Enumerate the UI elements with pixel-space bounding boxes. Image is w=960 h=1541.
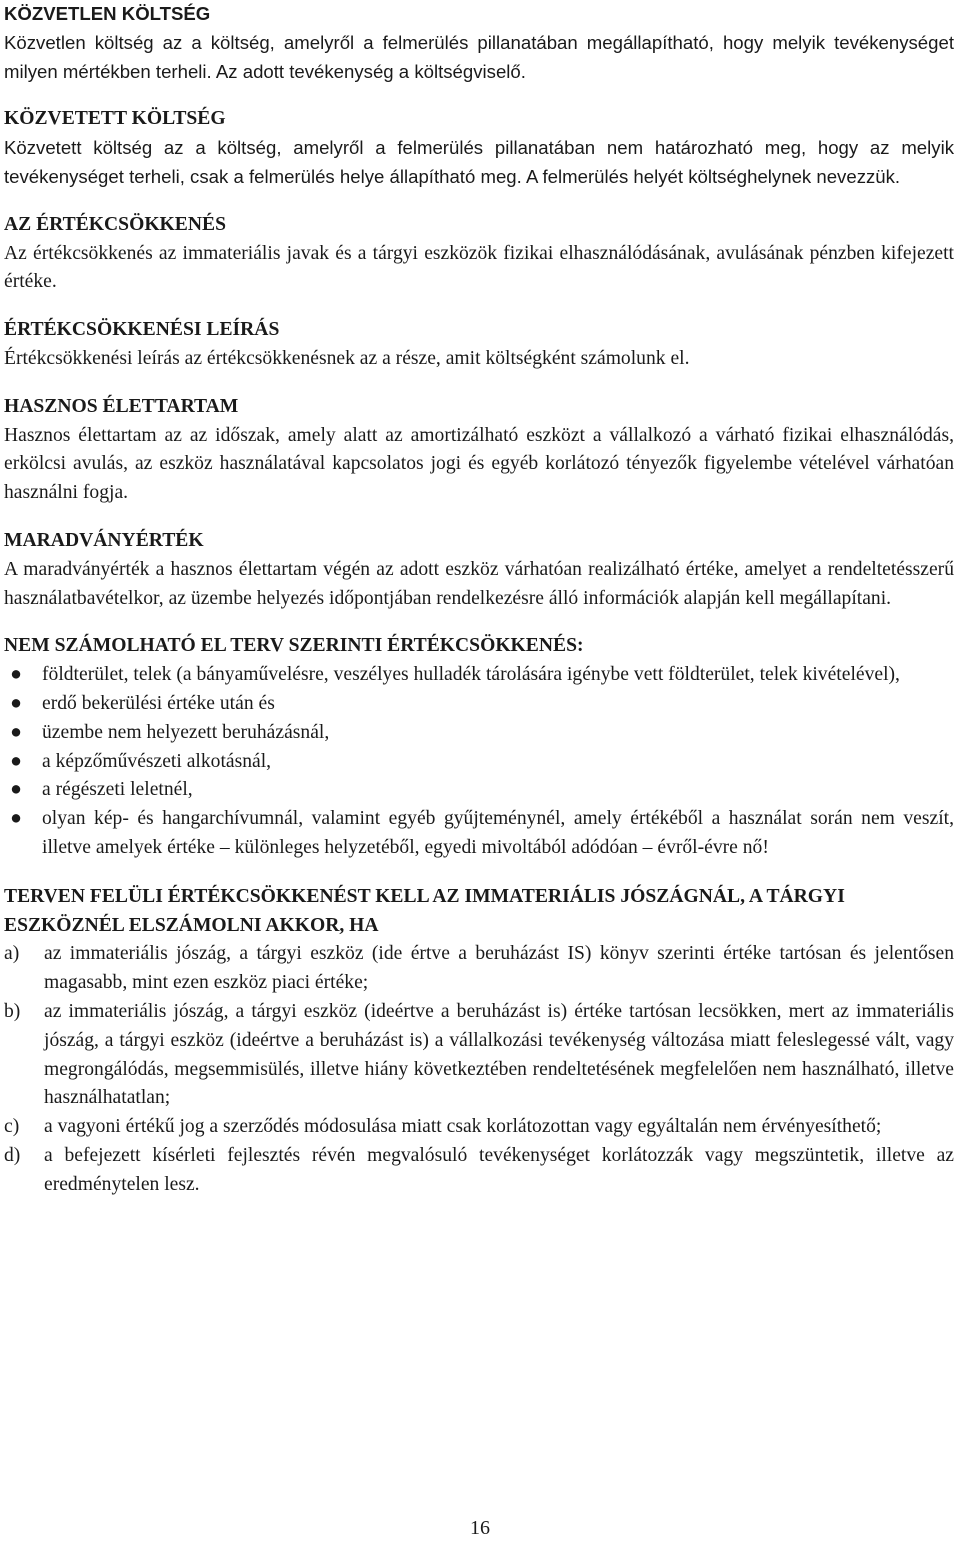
section-heading: TERVEN FELÜLI ÉRTÉKCSÖKKENÉST KELL AZ IMMATERIÁLIS JÓSZÁGNÁL, A TÁRGYI ESZKÖZNÉL ELSZÁMOLNI AKKOR, HA bbox=[4, 885, 845, 936]
bullet-icon: ● bbox=[10, 750, 22, 772]
section-paragraph: Közvetett költség az a költség, amelyről a felmerülés pillanatában nem határozható meg, hogy az melyik tevékenységet terheli, csak a felmerülés helye állapítható meg. A felmerülés helyét költséghelynek nevezzük. bbox=[4, 137, 954, 187]
section-heading: KÖZVETLEN KÖLTSÉG bbox=[4, 3, 211, 24]
section-residual-value bbox=[4, 527, 954, 613]
list-item-text: a képzőművészeti alkotásnál, bbox=[42, 750, 272, 772]
list-marker: d) bbox=[4, 1144, 21, 1166]
section-heading: AZ ÉRTÉKCSÖKKENÉS bbox=[4, 213, 226, 235]
list-item bbox=[4, 940, 954, 998]
list-item-text: földterület, telek (a bányaművelésre, veszélyes hulladék tárolására igénybe vett földterület, telek kivételével), bbox=[42, 664, 900, 686]
bullet-icon: ● bbox=[10, 779, 22, 801]
section-paragraph: A maradványérték a hasznos élettartam végén az adott eszköz várhatóan realizálható értéke, amelyet a rendeltetésszerű használatbavételkor, az üzembe helyezés időpontjában rendelkezésre álló információk alapján kell megállapítani. bbox=[4, 558, 954, 609]
section-indirect-cost bbox=[4, 105, 954, 191]
lettered-list bbox=[4, 940, 954, 1199]
section-useful-life bbox=[4, 393, 954, 508]
list-item bbox=[4, 998, 954, 1113]
list-item bbox=[4, 690, 954, 719]
list-item-text: az immateriális jószág, a tárgyi eszköz (ide értve a beruházást IS) könyv szerinti értéke tartósan és jelentősen magasabb, mint ezen eszköz piaci értéke; bbox=[44, 943, 954, 994]
document-page bbox=[4, 0, 954, 1199]
list-item bbox=[4, 719, 954, 748]
section-paragraph: Értékcsökkenési leírás az értékcsökkenésnek az a része, amit költségként számolunk el. bbox=[4, 347, 690, 369]
section-depreciation-writeoff bbox=[4, 316, 954, 374]
page-number: 16 bbox=[470, 1517, 490, 1539]
list-marker: b) bbox=[4, 1000, 21, 1022]
section-heading: MARADVÁNYÉRTÉK bbox=[4, 529, 204, 551]
bullet-list bbox=[4, 661, 954, 863]
section-paragraph: Az értékcsökkenés az immateriális javak és a tárgyi eszközök fizikai elhasználódásának, avulásának pénzben kifejezett értéke. bbox=[4, 242, 954, 293]
list-item-text: a befejezett kísérleti fejlesztés révén megvalósuló tevékenységet korlátozzák vagy megszüntetik, illetve az eredménytelen lesz. bbox=[44, 1144, 954, 1195]
list-item-text: a vagyoni értékű jog a szerződés módosulása miatt csak korlátozottan vagy egyáltalán nem érvényesíthető; bbox=[44, 1116, 882, 1138]
list-item bbox=[4, 805, 954, 863]
list-item-text: a régészeti leletnél, bbox=[42, 779, 193, 801]
list-item-text: erdő bekerülési értéke után és bbox=[42, 692, 275, 714]
bullet-icon: ● bbox=[10, 664, 22, 686]
section-depreciation bbox=[4, 211, 954, 297]
section-heading: ÉRTÉKCSÖKKENÉSI LEÍRÁS bbox=[4, 319, 280, 341]
bullet-icon: ● bbox=[10, 721, 22, 743]
list-item-text: üzembe nem helyezett beruházásnál, bbox=[42, 721, 330, 743]
list-item-text: olyan kép- és hangarchívumnál, valamint egyéb gyűjteménynél, amely értékéből a használat során nem veszít, illetve amelyek értéke – különleges helyzetéből, egyedi mivoltából adódóan – évről-évre nő! bbox=[42, 808, 954, 858]
list-marker: a) bbox=[4, 943, 20, 965]
list-item-text: az immateriális jószág, a tárgyi eszköz (ideértve a beruházást is) értéke tartósan lecsökken, mert az immateriális jószág, a tárgyi eszköz (ideértve a beruházást is) a vállalkozási tevékenység változása miatt feleslegessé vált, vagy megrongálódás, megsemmisülés, illetve hiány következtében rendeltetésének megfelelően nem használható, illetve használhatatlan; bbox=[44, 1000, 954, 1109]
list-item bbox=[4, 748, 954, 777]
bullet-icon: ● bbox=[10, 808, 22, 830]
list-marker: c) bbox=[4, 1116, 20, 1138]
section-unplanned-depreciation bbox=[4, 883, 954, 1200]
section-paragraph: Hasznos élettartam az az időszak, amely alatt az amortizálható eszközt a vállalkozó a várható fizikai elhasználódás, erkölcsi avulás, az eszköz használatával kapcsolatos jogi és egyéb korlátozó tényezők figyelembe vételével várhatóan használni fogja. bbox=[4, 424, 954, 504]
list-item bbox=[4, 1142, 954, 1200]
list-item bbox=[4, 776, 954, 805]
section-heading: HASZNOS ÉLETTARTAM bbox=[4, 395, 239, 417]
bullet-icon: ● bbox=[10, 692, 22, 714]
section-not-planned-depreciation bbox=[4, 632, 954, 862]
section-heading: NEM SZÁMOLHATÓ EL TERV SZERINTI ÉRTÉKCSÖKKENÉS: bbox=[4, 635, 584, 657]
list-item bbox=[4, 661, 954, 690]
section-direct-cost bbox=[4, 0, 954, 86]
section-heading: KÖZVETETT KÖLTSÉG bbox=[4, 108, 226, 130]
list-item bbox=[4, 1113, 954, 1142]
section-paragraph: Közvetlen költség az a költség, amelyről a felmerülés pillanatában megállapítható, hogy melyik tevékenységet milyen mértékben terheli. Az adott tevékenység a költségviselő. bbox=[4, 31, 954, 82]
